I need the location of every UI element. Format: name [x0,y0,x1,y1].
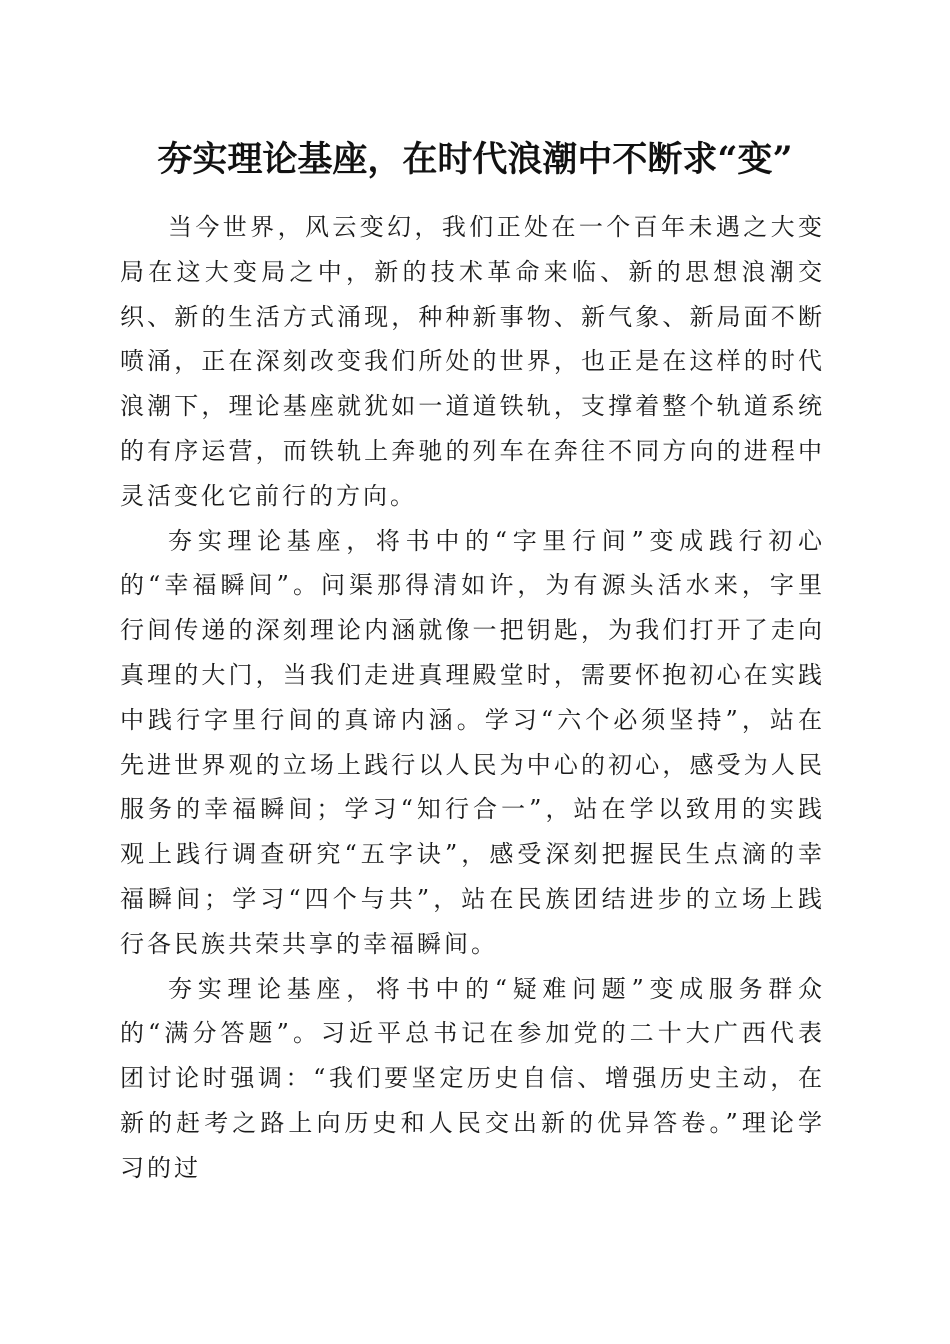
paragraph-1: 当今世界，风云变幻，我们正处在一个百年未遇之大变局在这大变局之中，新的技术革命来临、新的思想浪潮交织、新的生活方式涌现，种种新事物、新气象、新局面不断喷涌，正在深刻改变我们所处的世界，也正是在这样的时代浪潮下，理论基座就犹如一道道铁轨，支撑着整个轨道系统的有序运营，而铁轨上奔驰的列车在奔往不同方向的进程中灵活变化它前行的方向。 [120,213,825,510]
paragraph-3: 夯实理论基座，将书中的“疑难问题”变成服务群众的“满分答题”。习近平总书记在参加党的二十大广西代表团讨论时强调：“我们要坚定历史自信、增强历史主动，在新的赶考之路上向历史和人民交出新的优异答卷。”理论学习的过 [120,974,825,1182]
paragraph-2: 夯实理论基座，将书中的“字里行间”变成践行初心的“幸福瞬间”。问渠那得清如许，为有源头活水来，字里行间传递的深刻理论内涵就像一把钥匙，为我们打开了走向真理的大门，当我们走进真理殿堂时，需要怀抱初心在实践中践行字里行间的真谛内涵。学习“六个必须坚持”，站在先进世界观的立场上践行以人民为中心的初心，感受为人民服务的幸福瞬间；学习“知行合一”，站在学以致用的实践观上践行调查研究“五字诀”，感受深刻把握民生点滴的幸福瞬间；学习“四个与共”，站在民族团结进步的立场上践行各民族共荣共享的幸福瞬间。 [120,526,825,958]
document-body [120,205,825,1205]
document-title: 夯实理论基座，在时代浪潮中不断求“变” [157,139,793,180]
